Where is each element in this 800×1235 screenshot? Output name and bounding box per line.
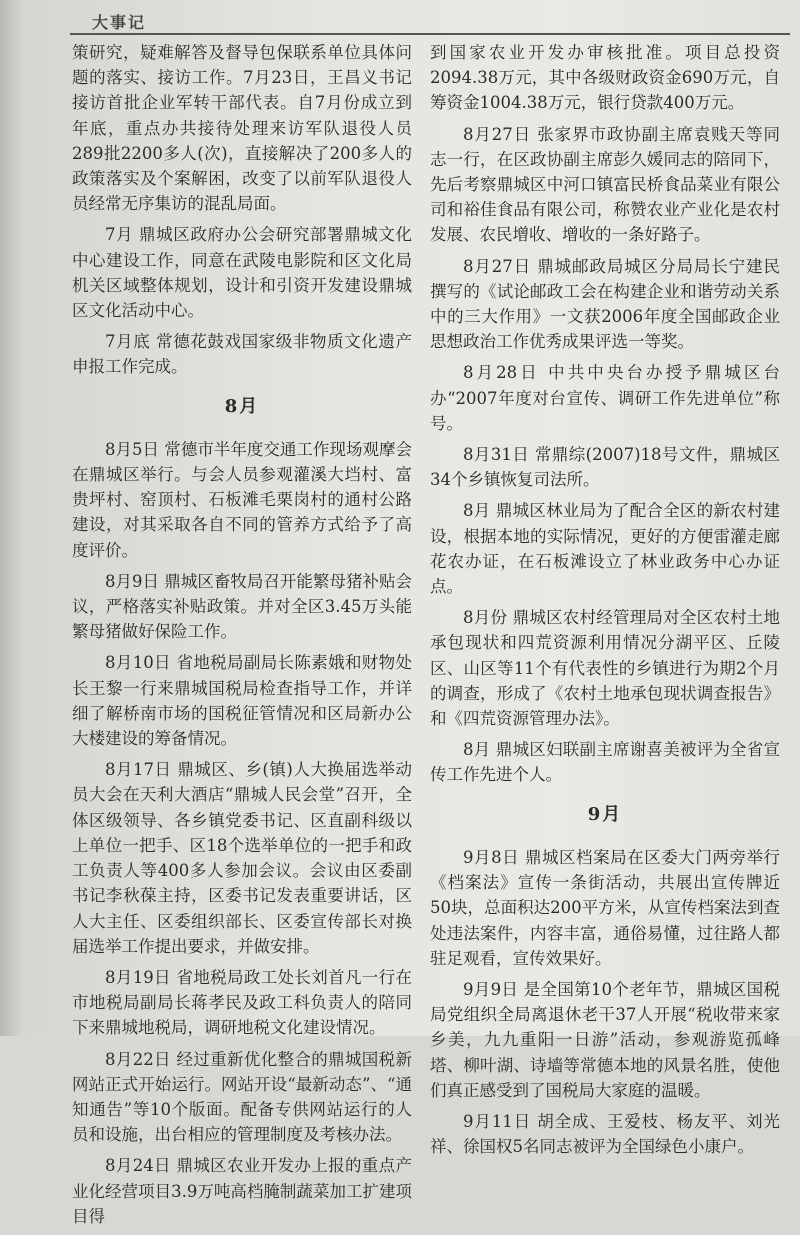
chronicle-entry: 8月22日 经过重新优化整合的鼎城国税新网站正式开始运行。网站开设“最新动态”、“通知通告”等10个版面。配备专供网站运行的人员和设施，出台相应的管理制度及考核办法。 [72,1049,412,1145]
chronicle-entry: 8月27日 鼎城邮政局城区分局局长宁建民撰写的《试论邮政工会在构建企业和谐劳动关系中的三大作用》一文获2006年度全国邮政企业思想政治工作优秀成果评选一等奖。 [430,256,780,352]
month-heading: 9月 [587,803,623,825]
chronicle-entry: 9月9日 是全国第10个老年节，鼎城区国税局党组织全局离退休老干37人开展“税收带来家乡美，九九重阳一日游”活动，参观游览孤峰塔、柳叶湖、诗墙等常德本地的风景名胜，使他们真正感受到了国税局大家庭的温暖。 [430,979,780,1100]
chronicle-entry: 9月8日 鼎城区档案局在区委大门两旁举行《档案法》宣传一条街活动，共展出宣传牌近50块，总面积达200平方米，从宣传档案法到查处违法案件，内容丰富，通俗易懂，过往路人都驻足观看，宣传效果好。 [430,847,780,968]
page-gutter-shadow [0,0,22,1036]
chronicle-entry: 8月 鼎城区妇联副主席谢喜美被评为全省宣传工作先进个人。 [430,740,780,785]
chronicle-entry: 7月 鼎城区政府办公会研究部署鼎城文化中心建设工作，同意在武陵电影院和区文化局机关区域整体规划，设计和引资开发建设鼎城区文化活动中心。 [72,225,412,321]
chronicle-entry: 8月24日 鼎城区农业开发办上报的重点产业化经营项目3.9万吨高档腌制蔬菜加工扩建项目得 [72,1156,412,1226]
right-text-column [430,40,780,1165]
running-head: 大事记 [92,13,147,32]
chronicle-entry: 8月19日 省地税局政工处长刘首凡一行在市地税局副局长蒋孝民及政工科负责人的陪同下来鼎城地税局，调研地税文化建设情况。 [72,967,412,1038]
chronicle-entry: 8月9日 鼎城区畜牧局召开能繁母猪补贴会议，严格落实补贴政策。并对全区3.45万头能繁母猪做好保险工作。 [72,571,412,642]
chronicle-entry: 8月 鼎城区林业局为了配合全区的新农村建设，根据本地的实际情况，更好的方便雷灌走廊花农办证，在石板滩设立了林业政务中心办证点。 [430,501,780,597]
chronicle-entry: 8月5日 常德市半年度交通工作现场观摩会在鼎城区举行。与会人员参观灌溪大垱村、富贵坪村、窑顶村、石板滩毛栗岗村的通村公路建设，对其采取各自不同的管养方式给予了高度评价。 [72,439,412,560]
chronicle-entry: 7月底 常德花鼓戏国家级非物质文化遗产申报工作完成。 [72,332,412,377]
chronicle-entry: 8月17日 鼎城区、乡(镇)人大换届选举动员大会在天利大酒店“鼎城人民会堂”召开，全体区级领导、各乡镇党委书记、区直副科级以上单位一把手、区18个选举单位的一把手和政工负责人等400多人参加会议。会议由区委副书记李秋葆主持，区委书记发表重要讲话，区人大主任、区委组织部长、区委宣传部长对换届选举工作提出要求，并做安排。 [72,760,412,956]
chronicle-entry: 8月10日 省地税局副局长陈素娥和财物处长王黎一行来鼎城国税局检查指导工作，并详细了解桥南市场的国税征管情况和区局新办公大楼建设的筹备情况。 [72,653,412,749]
month-heading: 8月 [224,395,260,417]
chronicle-entry: 8月份 鼎城区农村经管理局对全区农村土地承包现状和四荒资源利用情况分湖平区、丘陵区、山区等11个有代表性的乡镇进行为期2个月的调查，形成了《农村土地承包现状调查报告》和《四荒资源管理办法》。 [430,608,780,729]
chronicle-entry: 策研究，疑难解答及督导包保联系单位具体问题的落实、接访工作。7月23日，王昌义书记接访首批企业军转干部代表。自7月份成立到年底，重点办共接待处理来访军队退役人员289批2200多人(次)，直接解决了200多人的政策落实及个案解困，改变了以前军队退役人员经常无序集访的混乱局面。 [72,43,412,214]
chronicle-entry: 到国家农业开发办审核批准。项目总投资2094.38万元，其中各级财政资金690万元，自筹资金1004.38万元，银行贷款400万元。 [430,43,780,113]
header-rule [70,33,790,35]
chronicle-entry: 9月11日 胡全成、王爱枝、杨友平、刘光祥、徐国权5名同志被评为全国绿色小康户。 [430,1111,780,1157]
chronicle-entry: 8月27日 张家界市政协副主席袁贱天等同志一行，在区政协副主席彭久媛同志的陪同下，先后考察鼎城区中河口镇富民桥食品菜业有限公司和裕佳食品有限公司，称赞农业产业化是农村发展、农民增收、增收的一条好路子。 [430,124,780,245]
chronicle-entry: 8月31日 常鼎综(2007)18号文件，鼎城区34个乡镇恢复司法所。 [430,445,780,490]
left-text-column [72,40,412,1235]
chronicle-entry: 8月28日 中共中央台办授予鼎城区台办“2007年度对台宣传、调研工作先进单位”称号。 [430,363,780,433]
